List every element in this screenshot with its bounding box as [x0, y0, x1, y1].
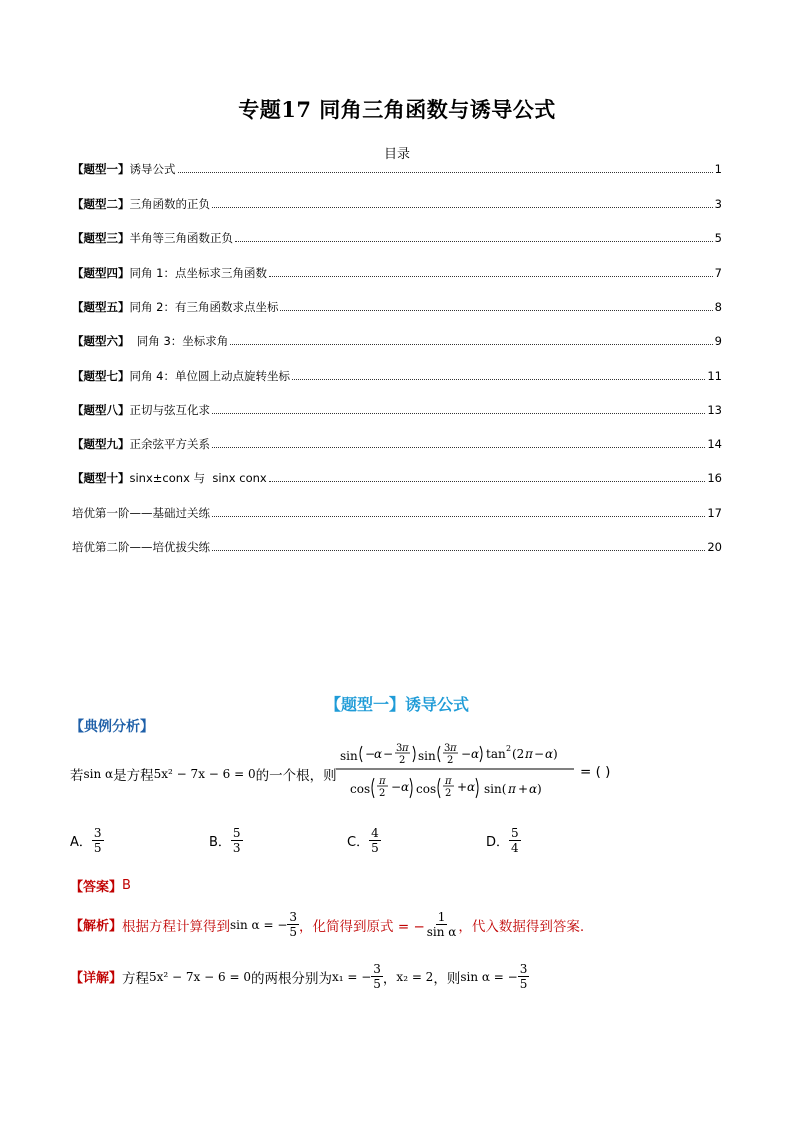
toc-item-text: 同角 2：有三角函数求点坐标 [129, 300, 279, 314]
svg-text:−: − [383, 747, 394, 761]
toc-item[interactable] [72, 470, 722, 486]
toc-item-text: sinx±conx 与 sinx conx [129, 471, 267, 485]
example-label: 【典例分析】 [70, 719, 154, 735]
choice-fraction [509, 826, 521, 855]
choice-numerator: 3 [93, 826, 102, 840]
choice-c[interactable] [347, 826, 381, 855]
detail-x1-den: 5 [373, 977, 381, 991]
svg-text:−: − [534, 747, 545, 761]
toc-item-text: 培优第二阶——培优拔尖练 [72, 540, 210, 554]
section-title: 【题型一】诱导公式 [324, 695, 469, 714]
analysis-frac2-den: sin α [426, 925, 457, 939]
choice-fraction [369, 826, 381, 855]
toc-item-text: 诱导公式 [129, 162, 176, 176]
analysis-frac1 [287, 910, 299, 939]
detail-label: 【详解】 [70, 971, 123, 986]
toc-item-text: 三角函数的正负 [129, 197, 210, 211]
toc-item-page: 17 [707, 506, 722, 520]
analysis-part3: ，代入数据得到答案. [458, 918, 585, 935]
svg-text:π: π [445, 776, 452, 787]
toc-item-text: 正余弦平方关系 [129, 437, 210, 451]
toc-item-text: 半角等三角函数正负 [129, 231, 233, 245]
toc-dot-leader [280, 309, 712, 311]
toc-dot-leader [230, 343, 712, 345]
choice-denominator: 3 [232, 841, 241, 855]
svg-text:(2: (2 [512, 747, 525, 761]
toc-item-tag: 【题型八】 [72, 403, 130, 417]
toc-item-label [72, 333, 228, 349]
toc-item-page: 8 [714, 300, 722, 314]
toc-item-page: 13 [707, 403, 722, 417]
toc-dot-leader [269, 275, 713, 277]
choice-letter: C． [347, 835, 370, 850]
svg-text:): ) [537, 782, 542, 796]
detail-sep: ， [382, 970, 397, 987]
svg-text:tan: tan [486, 747, 506, 761]
svg-text:+: + [518, 782, 529, 796]
svg-text:α: α [467, 780, 476, 794]
svg-text:α: α [529, 782, 538, 796]
toc-heading: 目录 [383, 147, 410, 162]
analysis-label: 【解析】 [70, 919, 123, 934]
svg-text:cos: cos [350, 782, 371, 796]
toc-item-page: 16 [707, 471, 722, 485]
analysis-frac2 [425, 910, 459, 939]
svg-text:α: α [374, 747, 383, 761]
toc-item[interactable] [72, 505, 722, 521]
toc-item-text: 同角 1：点坐标求三角函数 [129, 266, 267, 280]
toc-item-tag: 【题型二】 [72, 197, 130, 211]
detail-expr: sin α = − [460, 969, 518, 984]
question-sin-alpha: sin α [83, 767, 114, 781]
toc-item-tag: 【题型四】 [72, 266, 130, 280]
choice-letter: A． [70, 835, 92, 850]
svg-text:π: π [379, 776, 386, 787]
choice-denominator: 5 [93, 841, 102, 855]
toc-item-page: 7 [714, 266, 722, 280]
svg-text:2: 2 [379, 788, 386, 799]
detail-frac-num: 3 [519, 962, 528, 976]
svg-text:): ) [553, 747, 558, 761]
toc-item-tag: 【题型七】 [72, 369, 130, 383]
choice-denominator: 5 [371, 841, 379, 855]
svg-text:cos: cos [416, 782, 437, 796]
answer-value: B [122, 878, 131, 893]
svg-text:3: 3 [444, 743, 451, 754]
toc-dot-leader [212, 549, 705, 551]
question-denominator [350, 776, 542, 799]
detail-part3: ，则 [433, 970, 461, 987]
toc-item-text: 正切与弦互化求 [129, 403, 210, 417]
question-numerator [340, 743, 558, 766]
choice-fraction [231, 826, 243, 855]
choice-numerator: 4 [371, 826, 379, 840]
choice-letter: B． [209, 835, 231, 850]
svg-text:sin: sin [340, 749, 358, 763]
svg-text:2: 2 [447, 755, 454, 766]
choice-numerator: 5 [232, 826, 241, 840]
question-fraction [336, 738, 576, 804]
toc-item-label [72, 196, 210, 212]
question-equation: 5x² − 7x − 6 = 0 [153, 767, 256, 781]
svg-text:2: 2 [399, 755, 406, 766]
toc-item-label [72, 299, 278, 315]
answer-label: 【答案】 [70, 880, 123, 895]
choice-numerator: 5 [511, 826, 519, 840]
toc-dot-leader [212, 412, 705, 414]
toc-dot-leader [269, 480, 706, 482]
toc-item[interactable] [72, 368, 722, 384]
detail-part1: 方程 [122, 970, 150, 987]
choice-a[interactable] [70, 826, 104, 855]
toc-item-text: 同角 3：坐标求角 [129, 334, 229, 348]
detail-x1: x₁ = − [331, 969, 372, 984]
svg-text:π: π [508, 782, 516, 796]
svg-text:−: − [365, 747, 376, 761]
analysis-line [70, 910, 584, 939]
toc-dot-leader [292, 378, 705, 380]
toc-item-label [72, 402, 210, 418]
toc-item-page: 9 [714, 334, 722, 348]
svg-text:π: π [402, 743, 409, 754]
toc-dot-leader [235, 240, 713, 242]
toc-item-page: 14 [707, 437, 722, 451]
toc-item-label [72, 265, 267, 281]
toc-item-tag: 【题型一】 [72, 162, 130, 176]
detail-x1-num: 3 [373, 962, 381, 976]
detail-line [70, 962, 529, 991]
toc-item-label [72, 230, 233, 246]
toc-item[interactable] [72, 230, 722, 246]
question-suffix: 的一个根，则 [255, 768, 337, 784]
svg-text:α: α [401, 780, 410, 794]
detail-x2: x₂ = 2 [396, 969, 434, 984]
svg-text:α: α [471, 747, 480, 761]
toc-item-page: 11 [707, 369, 722, 383]
document-title: 专题17 同角三角函数与诱导公式 [238, 97, 556, 122]
svg-text:sin: sin [418, 749, 436, 763]
toc-item-tag: 【题型五】 [72, 300, 130, 314]
toc-item-label [72, 470, 267, 486]
toc-item[interactable] [72, 436, 722, 452]
toc-item-text: 同角 4：单位圆上动点旋转坐标 [129, 369, 290, 383]
toc-item[interactable] [72, 161, 722, 177]
toc-item[interactable] [72, 265, 722, 281]
toc-item-text: 培优第一阶——基础过关练 [72, 506, 210, 520]
toc-item[interactable] [72, 299, 722, 315]
question-prefix: 若 [70, 768, 84, 784]
svg-text:+: + [457, 780, 468, 794]
analysis-part1: 根据方程计算得到 [122, 918, 231, 935]
choice-fraction [92, 826, 104, 855]
svg-text:π: π [450, 743, 457, 754]
toc-item-page: 3 [714, 197, 722, 211]
detail-x1-frac [371, 962, 383, 991]
detail-frac-den: 5 [519, 977, 528, 991]
question-middle: 是方程 [113, 768, 154, 784]
svg-text:3: 3 [396, 743, 403, 754]
choice-letter: D． [486, 835, 510, 850]
choice-b[interactable] [209, 826, 243, 855]
choice-denominator: 4 [511, 841, 519, 855]
toc-item-label [72, 505, 210, 521]
analysis-frac1-num: 3 [289, 910, 298, 924]
detail-part2: 的两根分别为 [250, 970, 332, 987]
toc-item[interactable] [72, 539, 722, 555]
toc-item[interactable] [72, 402, 722, 418]
svg-text:π: π [525, 747, 533, 761]
toc-item[interactable] [72, 196, 722, 212]
toc-item[interactable] [72, 333, 722, 349]
toc-item-page: 20 [707, 540, 722, 554]
detail-equation: 5x² − 7x − 6 = 0 [149, 969, 251, 984]
toc-item-tag: 【题型三】 [72, 231, 130, 245]
svg-text:2: 2 [445, 788, 452, 799]
analysis-expr1: sin α = − [230, 917, 288, 932]
toc-item-label [72, 161, 176, 177]
toc-item-tag: 【题型六】 [72, 334, 130, 348]
toc-item-label [72, 539, 210, 555]
analysis-frac2-num: 1 [437, 910, 446, 924]
toc-dot-leader [212, 206, 713, 208]
question-tail: = ( ) [580, 764, 611, 780]
toc-item-page: 1 [714, 162, 722, 176]
toc-item-tag: 【题型九】 [72, 437, 130, 451]
answer-line [70, 876, 131, 895]
toc-item-label [72, 368, 290, 384]
choice-d[interactable] [486, 826, 521, 855]
svg-text:α: α [545, 747, 554, 761]
analysis-part2: ，化简得到原式 = − [299, 918, 425, 935]
svg-text:−: − [461, 747, 472, 761]
toc-dot-leader [212, 446, 705, 448]
toc-dot-leader [212, 515, 705, 517]
toc-dot-leader [178, 171, 713, 173]
detail-frac [518, 962, 530, 991]
svg-text:−: − [391, 780, 402, 794]
question-text [70, 764, 337, 784]
toc-item-tag: 【题型十】 [72, 471, 130, 485]
svg-text:2: 2 [506, 744, 512, 753]
svg-text:sin(: sin( [484, 782, 507, 796]
analysis-frac1-den: 5 [289, 925, 298, 939]
toc-item-label [72, 436, 210, 452]
toc-item-page: 5 [714, 231, 722, 245]
